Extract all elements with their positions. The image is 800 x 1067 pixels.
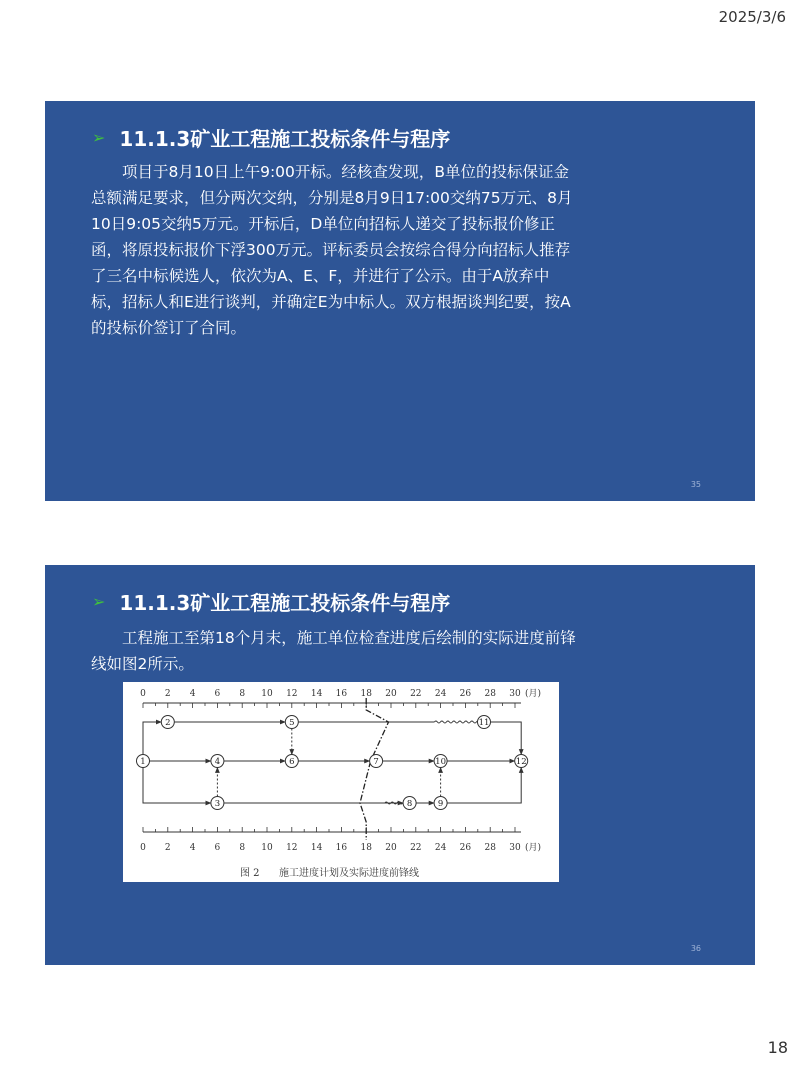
axis-tick-label: 8 [239,689,246,699]
axis-tick-label: 28 [484,843,496,853]
progress-front-line [360,698,389,840]
slide-title [92,123,450,152]
axis-tick-label: 0 [140,843,146,853]
axis-tick-label: 28 [484,689,496,699]
event-node-label: 10 [435,757,447,767]
axis-tick-label: 18 [360,689,372,699]
activity-arrows [143,721,521,804]
axis-tick-label: 24 [434,689,447,699]
axis-tick-label: 26 [459,843,472,853]
axis-tick-label: 14 [310,689,323,699]
arrow-bullet-icon: ➢ [92,592,106,611]
network-diagram [123,682,559,882]
axis-tick-label: 6 [214,689,221,699]
axis-tick-label: 22 [410,843,422,853]
event-node-label: 6 [289,757,295,767]
slide-body-text: 工程施工至第18个月末，施工单位检查进度后绘制的实际进度前锋线如图2所示。 [91,629,576,673]
event-node-label: 12 [515,757,527,767]
axis-tick-label: 16 [335,689,348,699]
axis-tick-label: 26 [459,689,472,699]
axis-tick-label: 2 [164,843,171,853]
axis-tick-label: 18 [360,843,372,853]
axis-tick-label: 24 [434,843,447,853]
axis-tick-label: 12 [286,689,298,699]
event-node-label: 7 [373,757,379,767]
network-diagram-figure [123,682,559,882]
axis-tick-label: 14 [310,843,323,853]
event-node-label: 1 [140,757,146,767]
figure-caption-text: 施工进度计划及实际进度前锋线 [279,868,419,879]
event-node-label: 5 [289,718,295,728]
slide-title-text: 11.1.3矿业工程施工投标条件与程序 [119,127,451,151]
axis-tick-label: 30 [509,843,521,853]
axis-tick-label: 0 [140,689,146,699]
axis-tick-label: 20 [385,843,397,853]
activity-arrow [491,722,522,755]
page-number: 18 [767,1038,788,1057]
activity-arrow [143,722,161,755]
slide-36 [45,565,755,965]
axis-tick-label: 30 [509,689,521,699]
slide-title-text: 11.1.3矿业工程施工投标条件与程序 [119,591,451,615]
top-time-axis [140,688,541,708]
axis-tick-label: 4 [189,843,196,853]
axis-tick-label: 6 [214,843,221,853]
event-node-label: 3 [214,799,221,809]
event-nodes [137,716,528,810]
axis-tick-label: 22 [410,689,422,699]
axis-tick-label: 4 [189,689,196,699]
axis-tick-label: 2 [164,689,171,699]
bottom-time-axis [140,827,541,853]
slide-number: 36 [690,944,701,953]
event-node-label: 2 [165,718,171,728]
axis-unit-label: (月) [525,689,542,699]
axis-tick-label: 16 [335,843,348,853]
slide-body-text: 项目于8月10日上午9:00开标。经核查发现，B单位的投标保证金总额满足要求，但分两次交纳，分别是8月9日17:00交纳75万元、8月10日9:05交纳5万元。开标后，D单位向招标人递交了投标报价修正函，将原投标报价下浮300万元。评标委员会按综合得分向招标人推荐了三名中标候选人，依次为A、E、F，并进行了公示。由于A放弃中标，招标人和E进行谈判，并确定E为中标人。双方根据谈判纪要，按A的投标价签订了合同。 [91,163,573,337]
event-node-label: 8 [406,799,413,809]
event-node-label: 11 [478,718,490,728]
axis-tick-label: 10 [261,843,273,853]
activity-arrow [447,768,521,804]
slide-35 [45,101,755,501]
slide-title [92,587,450,616]
front-line-path [360,698,389,840]
free-float-wave-line [434,721,479,723]
axis-tick-label: 20 [385,689,397,699]
event-node-label: 9 [437,799,444,809]
event-node-label: 4 [214,757,221,767]
figure-caption-label: 图 2 [240,868,260,879]
date-header: 2025/3/6 [718,8,786,26]
axis-tick-label: 8 [239,843,246,853]
activity-arrow [143,768,211,804]
axis-unit-label: (月) [525,843,542,853]
axis-tick-label: 10 [261,689,273,699]
slide-number: 35 [690,480,701,489]
axis-tick-label: 12 [286,843,298,853]
arrow-bullet-icon: ➢ [92,128,106,147]
